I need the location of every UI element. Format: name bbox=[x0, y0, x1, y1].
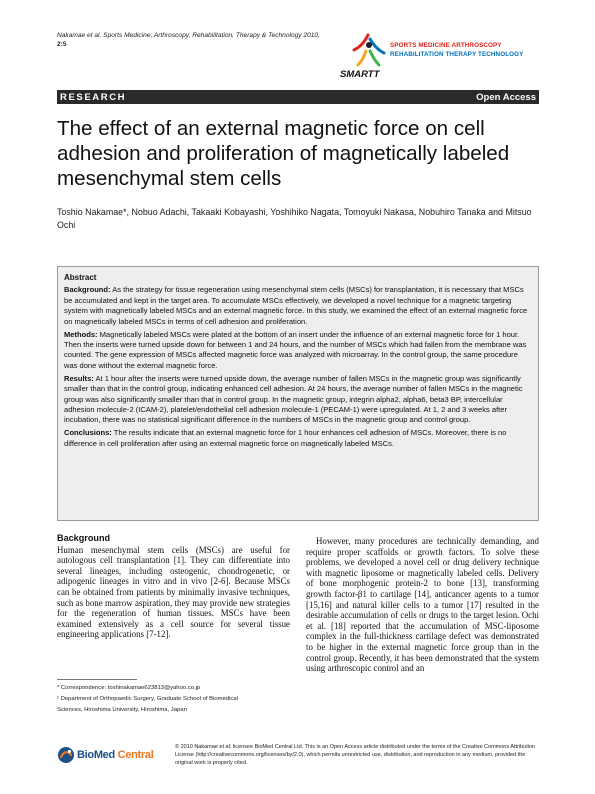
publisher-name: BioMed Central bbox=[77, 749, 154, 761]
logo-wordmark: SMARTT bbox=[340, 69, 380, 80]
logo-line-2: REHABILITATION THERAPY TECHNOLOGY bbox=[390, 51, 524, 58]
citation-line-1: Nakamae et al. Sports Medicine, Arthroscopy, Rehabilitation, Therapy & Technology 2010, bbox=[57, 32, 320, 39]
figure-logo-icon bbox=[348, 33, 388, 67]
body-column-left bbox=[57, 533, 290, 640]
abstract-box bbox=[57, 266, 539, 521]
abstract-conclusions: Conclusions: The results indicate that an external magnetic force for 1 hour enhances cell adhesion of MSCs. Moreover, there is no difference in cell proliferation after using an external magnetic force on magnetically labeled MSCs. bbox=[64, 428, 507, 448]
section-label: RESEARCH bbox=[60, 91, 127, 103]
body-paragraph: Human mesenchymal stem cells (MSCs) are useful for autologous cell transplantation [1]. They can differentiate into several lineages, including osteogenic, chondrogenetic, or adipogenic lineages in vitro and in vivo [2-6]. Because MSCs can be obtained from patients by minimally invasive techniques, such as bone marrow aspiration, they may provide new strategies for the regeneration of human tissues. MSCs have been examined extensively as a cell source for several tissue engineering applications [7-12]. bbox=[57, 544, 290, 640]
footnotes bbox=[57, 683, 297, 716]
article-title: The effect of an external magnetic force on cell adhesion and proliferation of magnetically labeled mesenchymal stem cells bbox=[57, 117, 510, 190]
body-paragraph: However, many procedures are technically demanding, and require proper scaffolds or growth factors. To solve these problems, we developed a novel cell or drug delivery technique with magnetic liposome or magnetically labeled cells. Delivery of bone morphogenic protein-2 to bone [13], transforming growth factor-β1 to cartilage [14], anticancer agents to a tumor [15,16] and natural killer cells to a tumor [17] resulted in the desirable accumulation of cells or drugs to the target lesion. Ochi et al. [18] reported that the accumulation of MSC-liposome complex in the full-thickness cartilage defect was demonstrated to be higher in the external magnetic force group than in the control group. Recently, it has been demonstrated that the system using arthroscopic control and an bbox=[306, 536, 539, 674]
author-list: Toshio Nakamae*, Nobuo Adachi, Takaaki Kobayashi, Yoshihiko Nagata, Tomoyuki Nakasa, Nobuhiro Tanaka and Mitsuo Ochi bbox=[57, 207, 532, 230]
journal-citation bbox=[57, 31, 347, 49]
section-bar bbox=[57, 90, 539, 104]
affiliation-line-2: Sciences, Hiroshima University, Hiroshima, Japan bbox=[57, 707, 187, 713]
correspondence-note: * Correspondence: toshinakamae623813@yahoo.co.jp bbox=[57, 685, 201, 691]
smartt-logo bbox=[338, 33, 543, 83]
affiliation-line-1: ¹ Department of Orthopaedic Surgery, Graduate School of Biomedical bbox=[57, 696, 238, 702]
abstract-heading: Abstract bbox=[64, 273, 97, 282]
open-access-label: Open Access bbox=[476, 91, 536, 103]
publisher-logo bbox=[57, 746, 177, 766]
background-heading: Background bbox=[57, 533, 111, 543]
copyright-notice: © 2010 Nakamae et al; licensee BioMed Central Ltd. This is an Open Access article distributed under the terms of the Creative Commons Attribution License (http://creativecommons.org/licenses/by/2.0), which permits unrestricted use, distribution, and reproduction in any medium, provided the original work is properly cited. bbox=[175, 744, 536, 766]
abstract-results: Results: At 1 hour after the inserts were turned upside down, the average number of fallen MSCs in the magnetic group was significantly smaller than that in the control group, indicating enhanced cell adhesion. At 24 hours, the average number of fallen MSCs in the magnetic group was also significantly smaller than that in control group. In the magnetic group, integrin alpha2, alpha6, beta3 BP, intercellular adhesion molecule-2 (ICAM-2), platelet/endothelial cell adhesion molecule-1 (PECAM-1) were upregulated. At 1, 2 and 3 weeks after incubation, there was no statistical significant difference in the numbers of MSCs in the magnetic group and control group. bbox=[64, 373, 523, 425]
abstract-background: Background: As the strategy for tissue regeneration using mesenchymal stem cells (MSCs) for transplantation, it is necessary that MSCs be accumulated and kept in the target area. To accumulate MSCs effectively, we developed a novel technique for a magnetic targeting system with magnetically labeled MSCs and an external magnetic force. In this study, we examined the effect of an external magnetic force on magnetically labeled MSCs in terms of cell adhesion and proliferation. bbox=[64, 285, 528, 326]
citation-line-2: 2:5 bbox=[57, 41, 67, 48]
logo-line-1: SPORTS MEDICINE ARTHROSCOPY bbox=[390, 42, 502, 49]
footnote-divider bbox=[57, 679, 137, 680]
body-column-right bbox=[306, 536, 539, 674]
abstract-methods: Methods: Magnetically labeled MSCs were plated at the bottom of an insert under the influence of an external magnetic force for 1 hour. Then the inserts were turned upside down for between 1 and 24 hours, and the number of MSCs which had fallen from the membrane was counted. The gene expression of MSCs affected magnetic force was analyzed with microarray. In the control group, the same procedure was done without the external magnetic force. bbox=[64, 329, 527, 370]
biomed-central-icon bbox=[57, 746, 75, 764]
